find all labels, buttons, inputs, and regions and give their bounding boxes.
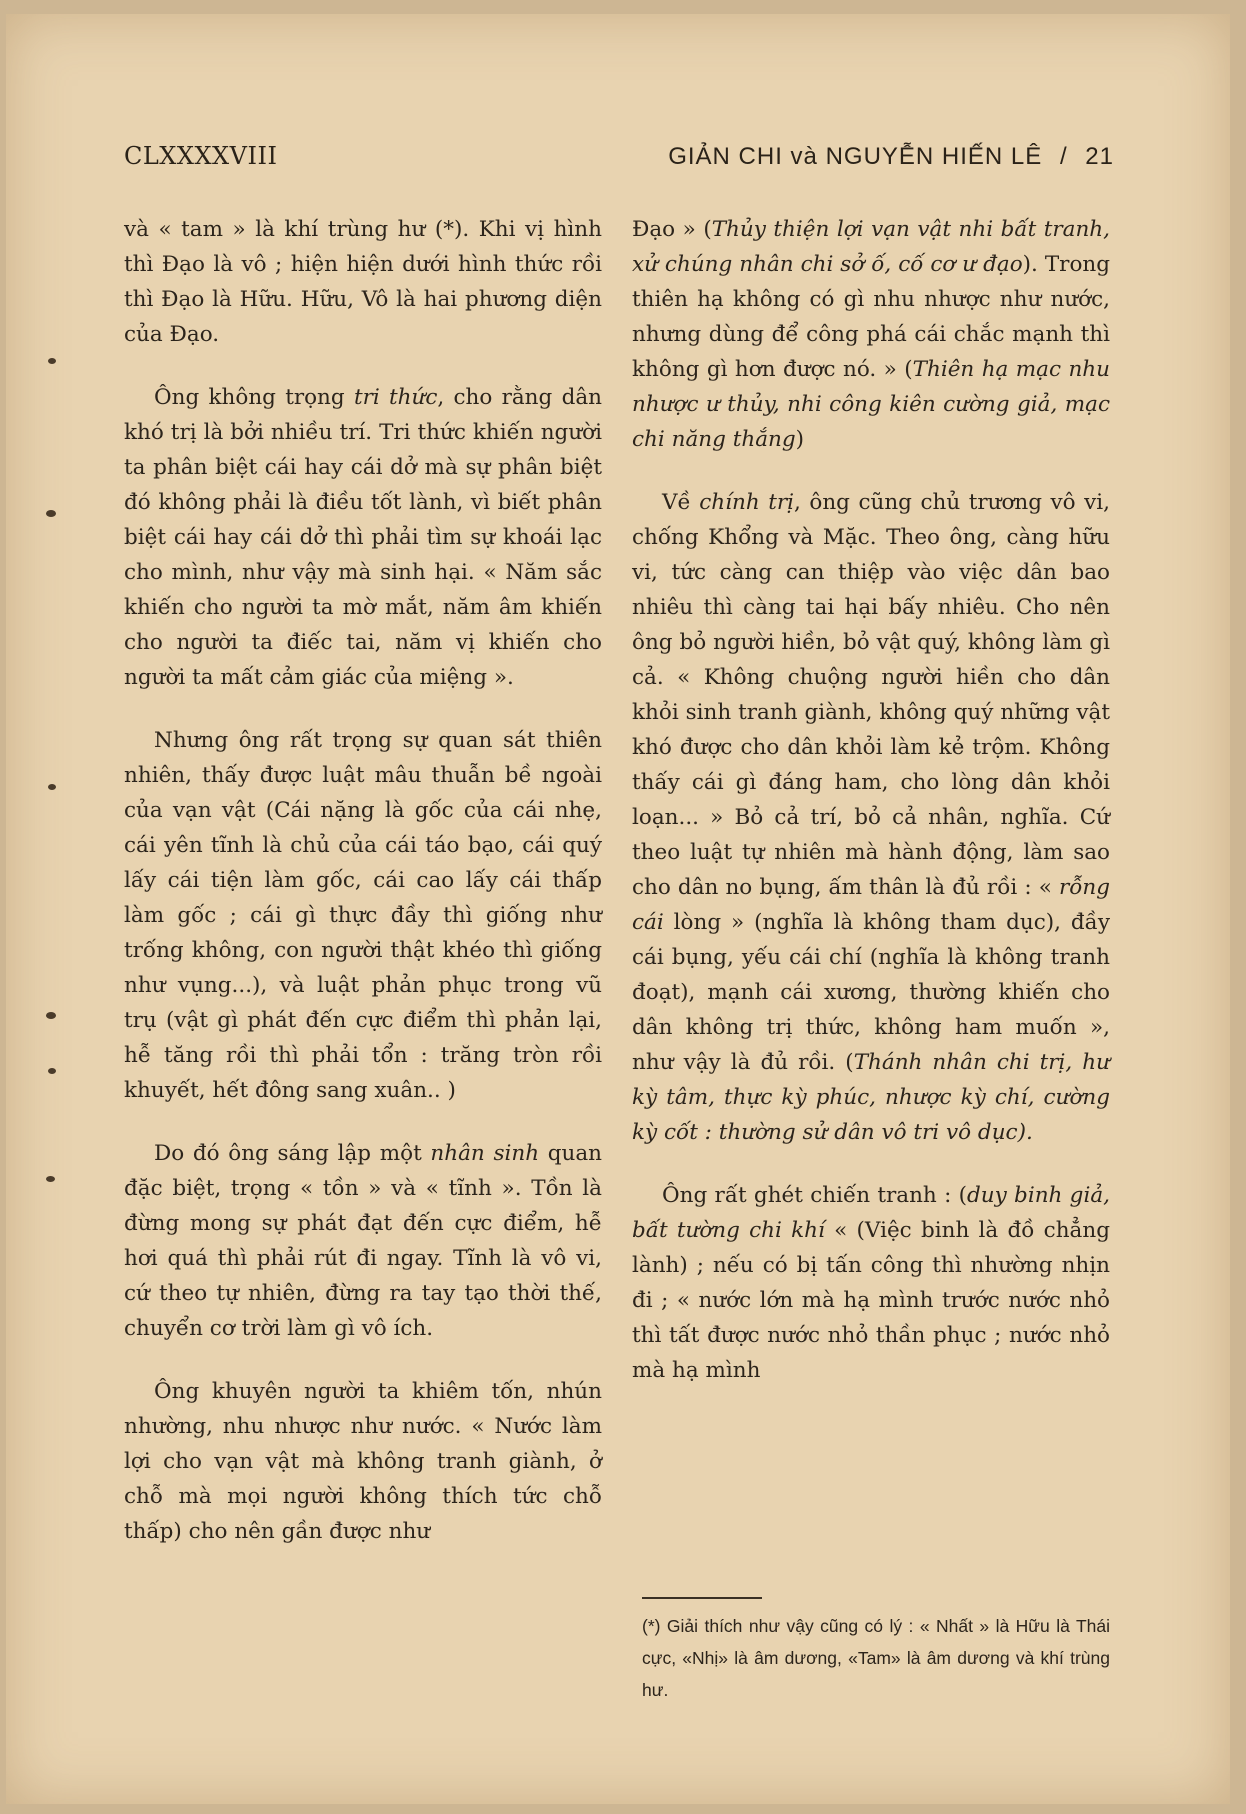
binding-hole-mark xyxy=(46,1176,55,1182)
header-separator: / xyxy=(1059,143,1068,170)
page-number: 21 xyxy=(1085,143,1114,170)
binding-hole-mark xyxy=(46,1012,56,1019)
binding-hole-mark xyxy=(48,358,56,364)
footnote: (*) Giải thích như vậy cũng có lý : « Nhất » là Hữu là Thái cực, «Nhị» là âm dương, «Tam» là âm dương và khí trùng hư. xyxy=(642,1616,1110,1700)
paragraph: và « tam » là khí trùng hư (*). Khi vị hình thì Đạo là vô ; hiện hiện dưới hình thức rồi thì Đạo là Hữu. Hữu, Vô là hai phương diện của Đạo. xyxy=(124,217,602,347)
paragraph: Đạo » (Thủy thiện lợi vạn vật nhi bất tranh, xử chúng nhân chi sở ố, cố cơ ư đạo). Trong thiên hạ không có gì nhu nhược như nước, nhưng dùng để công phá cái chắc mạnh thì không gì hơn được nó. » (Thiên hạ mạc nhu nhược ư thủy, nhi công kiên cường giả, mạc chi năng thắng) xyxy=(632,217,1110,452)
footnote-rule xyxy=(642,1597,762,1599)
binding-hole-mark xyxy=(48,784,56,790)
binding-hole-mark xyxy=(46,510,56,517)
paragraph: Về chính trị, ông cũng chủ trương vô vi, chống Khổng và Mặc. Theo ông, càng hữu vi, tức càng can thiệp vào việc dân bao nhiêu thì càng tai hại bấy nhiêu. Cho nên ông bỏ người hiền, bỏ vật quý, không làm gì cả. « Không chuộng người hiền cho dân khỏi sinh tranh giành, không quý những vật khó được cho dân khỏi làm kẻ trộm. Không thấy cái gì đáng ham, cho lòng dân khỏi loạn... » Bỏ cả trí, bỏ cả nhân, nghĩa. Cứ theo luật tự nhiên mà hành động, làm sao cho dân no bụng, ấm thân là đủ rồi : « rỗng cái lòng » (nghĩa là không tham dục), đầy cái bụng, yếu cái chí (nghĩa là không tranh đoạt), mạnh cái xương, thường khiến cho dân không trị thức, không ham muốn », như vậy là đủ rồi. (Thánh nhân chi trị, hư kỳ tâm, thực kỳ phúc, nhược kỳ chí, cường kỳ cốt : thường sử dân vô tri vô dục). xyxy=(632,490,1110,1145)
paragraph: Do đó ông sáng lập một nhân sinh quan đặc biệt, trọng « tồn » và « tĩnh ». Tồn là đừng mong sự phát đạt đến cực điểm, hễ hơi quá thì phải rút đi ngay. Tĩnh là vô vi, cứ theo tự nhiên, đừng ra tay tạo thời thế, chuyển cơ trời làm gì vô ích. xyxy=(124,1141,602,1341)
binding-hole-mark xyxy=(48,1068,56,1074)
paragraph: Ông rất ghét chiến tranh : (duy binh giả, bất tường chi khí « (Việc binh là đồ chẳng lành) ; nếu có bị tấn công thì nhường nhịn đi ; « nước lớn mà hạ mình trước nước nhỏ thì tất được nước nhỏ thần phục ; nước nhỏ mà hạ mình xyxy=(632,1183,1110,1383)
running-title: GIẢN CHI và NGUYỄN HIẾN LÊ xyxy=(668,143,1043,170)
paragraph: Nhưng ông rất trọng sự quan sát thiên nhiên, thấy được luật mâu thuẫn bề ngoài của vạn vật (Cái nặng là gốc của cái nhẹ, cái yên tĩnh là chủ của cái táo bạo, cái quý lấy cái tiện làm gốc, cái cao lấy cái thấp làm gốc ; cái gì thực đầy thì giống như trống không, con người thật khéo thì giống như vụng...), và luật phản phục trong vũ trụ (vật gì phát đến cực điểm thì phản lại, hễ tăng rồi thì phải tổn : trăng tròn rồi khuyết, hết đông sang xuân.. ) xyxy=(124,728,602,1103)
paragraph: Ông không trọng tri thức, cho rằng dân khó trị là bởi nhiều trí. Tri thức khiến người ta phân biệt cái hay cái dở mà sự phân biệt đó không phải là điều tốt lành, vì biết phân biệt cái hay cái dở thì phải tìm sự khoái lạc cho mình, như vậy mà sinh hại. « Năm sắc khiến cho người ta mờ mắt, năm âm khiến cho người ta điếc tai, năm vị khiến cho người ta mất cảm giác của miệng ». xyxy=(124,385,602,690)
right-column xyxy=(632,212,1110,1416)
left-column xyxy=(124,212,602,1577)
paragraph: Ông khuyên người ta khiêm tốn, nhún nhường, nhu nhược như nước. « Nước làm lợi cho vạn vật mà không tranh giành, ở chỗ mà mọi người không thích tức chỗ thấp) cho nên gần được như xyxy=(124,1379,602,1544)
running-head xyxy=(668,143,1114,171)
folio-numeral: CLXXXXVIII xyxy=(124,142,278,170)
book-page xyxy=(6,14,1230,1804)
page-header xyxy=(124,142,1114,171)
